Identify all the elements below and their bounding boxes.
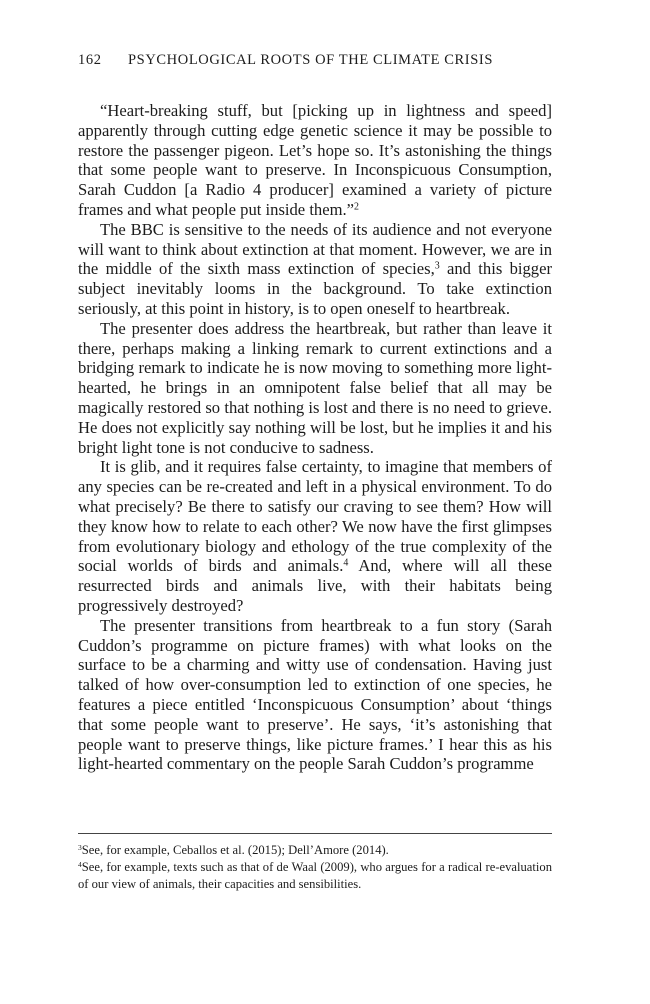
footnote: $^4$See, for example, texts such as that of de Waal (2009), who argues for a radical re-evaluation of our view of animals, their capacities and sensibilities.	[78, 859, 552, 891]
paragraph: The presenter transitions from heartbreak to a fun story (Sarah Cuddon’s programme on picture frames) with what looks on the surface to be a charming and witty use of condensation. Having just talked of how over-consumption led to extinction of one species, he features a piece entitled ‘Inconspicuous Consumption’ about ‘things that some people want to preserve’. He says, ‘it’s astonishing that people want to preserve things, like picture frames.’ I hear this as his light-hearted commentary on the people Sarah Cuddon’s programme	[78, 615, 552, 774]
body-text	[78, 101, 552, 774]
running-title: PSYCHOLOGICAL ROOTS OF THE CLIMATE CRISIS	[128, 52, 493, 68]
paragraph: “Heart-breaking stuff, but [picking up in lightness and speed] apparently through cutting edge genetic science it may be possible to restore the passenger pigeon. Let’s hope so. It’s astonishing the things that some people want to preserve. In Inconspicuous Consumption, Sarah Cuddon [a Radio 4 producer] examined a variety of picture frames and what people put inside them.”$^2$	[78, 101, 552, 219]
footnote: $^3$See, for example, Ceballos et al. (2015); Dell’Amore (2014).	[78, 842, 389, 857]
paragraph: It is glib, and it requires false certainty, to imagine that members of any species can be re-created and left in a physical environment. To do what precisely? Be there to satisfy our craving to see them? How will they know how to relate to each other? We now have the first glimpses from evolutionary biology and ethology of the true complexity of the social worlds of birds and animals.$^4$ And, where will all these resurrected birds and animals live, with their habitats being progressively destroyed?	[78, 457, 552, 615]
running-header	[78, 52, 558, 69]
footnote-marker: 3	[78, 842, 82, 852]
footnote-ref: 4	[343, 557, 349, 569]
paragraph: The BBC is sensitive to the needs of its audience and not everyone will want to think about extinction at that moment. However, we are in the middle of the sixth mass extinction of species,$^3$ and this bigger subject inevitably looms in the background. To take extinction seriously, at this point in history, is to open oneself to heartbreak.	[78, 219, 552, 318]
footnote-ref: 2	[354, 201, 360, 213]
footnotes	[78, 842, 552, 893]
footnote-marker: 4	[78, 859, 82, 869]
paragraph: The presenter does address the heartbreak, but rather than leave it there, perhaps making a linking remark to current extinctions and a bridging remark to indicate he is now moving to something more light-hearted, he brings in an omnipotent false belief that all may be magically restored so that nothing is lost and there is no need to grieve. He does not explicitly say nothing will be lost, but he implies it and his bright light tone is not conducive to sadness.	[78, 318, 552, 457]
footnote-ref: 3	[434, 260, 440, 272]
footnote-divider	[78, 833, 552, 834]
page-number: 162	[78, 52, 102, 68]
